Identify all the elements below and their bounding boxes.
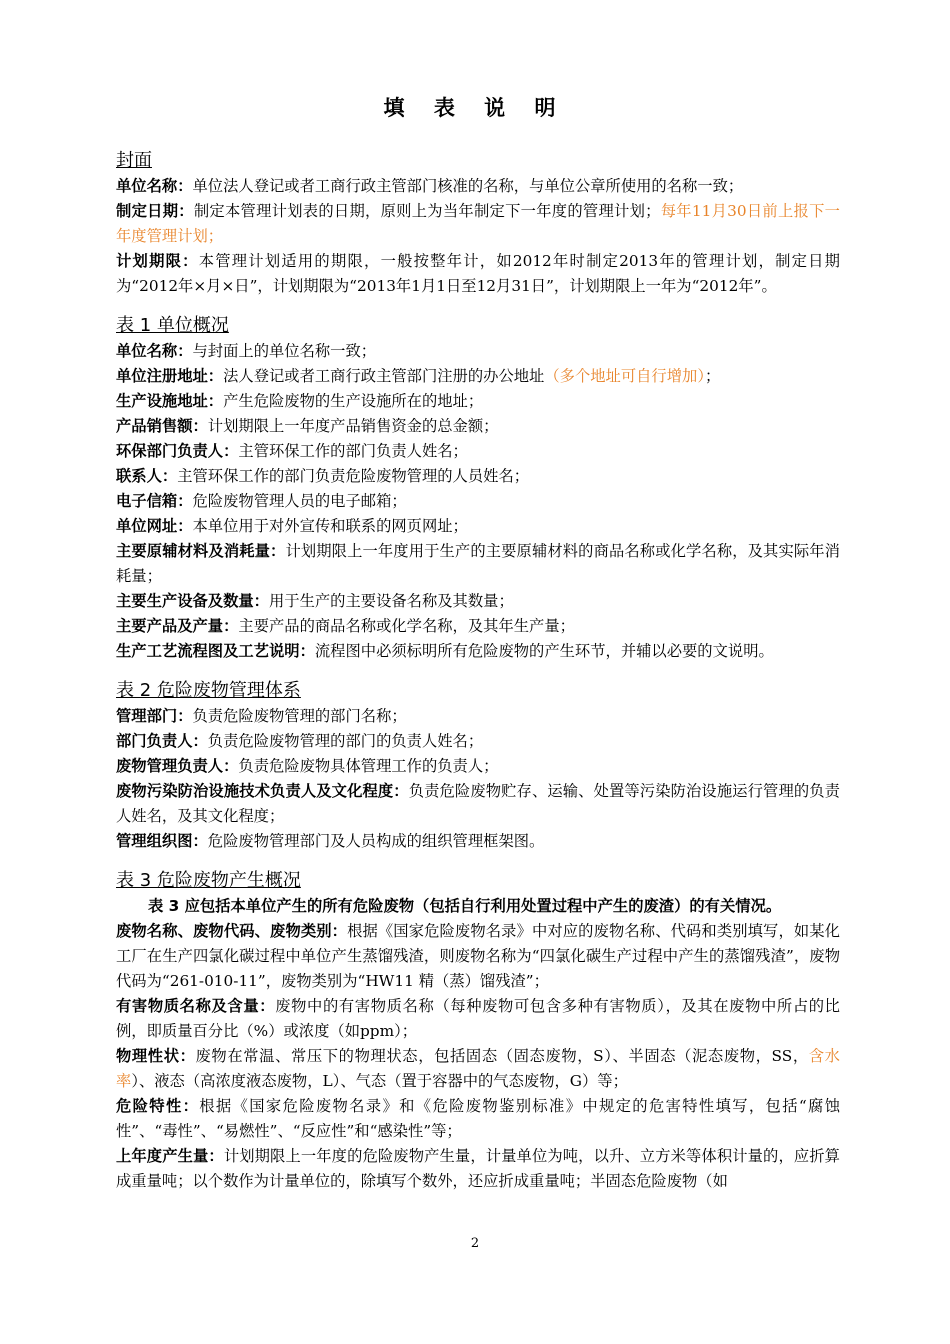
t1-item [116,464,840,489]
text: 主管环保工作的部门负责人姓名； [238,442,468,460]
label: 主要产品及产量： [116,617,239,635]
text: 负责危险废物管理的部门的负责人姓名； [207,732,484,750]
highlight-text: 每年11月30日前上报下一年度管理计划； [116,202,840,245]
label: 部门负责人： [116,732,208,750]
text-tail: ； [704,367,721,385]
text: 单位法人登记或者工商行政主管部门核准的名称，与单位公章所使用的名称一致； [192,177,744,195]
label: 电子信箱： [116,492,193,510]
label: 废物名称、废物代码、废物类别： [116,922,348,940]
t1-item [116,414,840,439]
text: 危险废物管理部门及人员构成的组织管理框架图。 [207,832,545,850]
t1-item [116,364,840,389]
text: 负责危险废物具体管理工作的负责人； [238,757,499,775]
t1-item [116,514,840,539]
text: 本单位用于对外宣传和联系的网页网址； [192,517,468,535]
t1-item [116,389,840,414]
label: 单位名称： [116,342,193,360]
text: 法人登记或者工商行政主管部门注册的办公地址 [223,367,545,385]
section-heading-table-1: 表 1 单位概况 [116,315,229,336]
label: 单位名称： [116,177,193,195]
label: 生产工艺流程图及工艺说明： [116,642,315,660]
t2-item [116,729,840,754]
text: 主管环保工作的部门负责危险废物管理的人员姓名； [177,467,530,485]
page-number: 2 [470,1236,480,1251]
label: 主要生产设备及数量： [116,592,269,610]
t3-intro: 表 3 应包括本单位产生的所有危险废物（包括自行利用处置过程中产生的废渣）的有关情况。 [148,897,782,915]
paragraph-unit-name [116,174,840,199]
text: 根据《国家危险废物名录》中对应的废物名称、代码和类别填写，如某化工厂在生产四氯化碳过程中单位产生蒸馏残渣，则废物名称为“四氯化碳生产过程中产生的蒸馏残渣”，废物代码为“261-010-11”，废物类别为“HW11 精（蒸）馏残渣”； [116,922,840,990]
label: 废物污染防治设施技术负责人及文化程度： [116,782,409,800]
label: 环保部门负责人： [116,442,239,460]
label: 废物管理负责人： [116,757,239,775]
label: 危险特性： [116,1097,200,1115]
page-content [116,148,840,1194]
label: 管理部门： [116,707,193,725]
text: 根据《国家危险废物名录》和《危险废物鉴别标准》中规定的危害特性填写，包括“腐蚀性”、“毒性”、“易燃性”、“反应性”和“感染性”等； [116,1097,840,1140]
t1-item [116,489,840,514]
t3-item [116,994,840,1044]
t1-item [116,639,840,664]
text: 产生危险废物的生产设施所在的地址； [223,392,484,410]
t1-item [116,439,840,464]
label: 有害物质名称及含量： [116,997,276,1015]
t1-item [116,589,840,614]
text: 与封面上的单位名称一致； [192,342,377,360]
section-heading-cover: 封面 [116,150,152,171]
text: 废物中的有害物质名称（每种废物可包含多种有害物质），及其在废物中所占的比例，即质量百分比（%）或浓度（如ppm）； [116,997,840,1040]
section-heading-table-3: 表 3 危险废物产生概况 [116,870,301,891]
text: 制定本管理计划表的日期，原则上为当年制定下一年度的管理计划； [193,202,661,220]
text: 用于生产的主要设备名称及其数量； [268,592,514,610]
label: 单位注册地址： [116,367,224,385]
text: 本管理计划适用的期限，一般按整年计，如2012年时制定2013年的管理计划，制定日期为“2012年×月×日”，计划期限为“2013年1月1日至12月31日”，计划期限上一年为“2012年”。 [116,252,840,295]
t3-item [116,919,840,994]
text: 流程图中必须标明所有危险废物的产生环节，并辅以必要的文说明。 [314,642,774,660]
label: 计划期限： [116,252,199,270]
t2-item [116,754,840,779]
text: 计划期限上一年度用于生产的主要原辅材料的商品名称或化学名称，及其实际年消耗量； [116,542,840,585]
label: 主要原辅材料及消耗量： [116,542,286,560]
text: 废物在常温、常压下的物理状态，包括固态（固态废物，S）、半固态（泥态废物，SS， [195,1047,809,1065]
text: 计划期限上一年度的危险废物产生量，计量单位为吨，以升、立方米等体积计量的，应折算成重量吨；以个数作为计量单位的，除填写个数外，还应折成重量吨；半固态危险废物（如 [116,1147,840,1190]
text-tail: ）、液态（高浓度液态废物，L）、气态（置于容器中的气态废物，G）等； [131,1072,628,1090]
t2-item [116,704,840,729]
t3-item [116,1144,840,1194]
paragraph-period [116,249,840,299]
t1-item [116,539,840,589]
t1-item [116,339,840,364]
label: 制定日期： [116,202,194,220]
text: 主要产品的商品名称或化学名称，及其年生产量； [238,617,575,635]
label: 产品销售额： [116,417,208,435]
text: 计划期限上一年度产品销售资金的总金额； [207,417,499,435]
t2-item [116,779,840,829]
t2-item [116,829,840,854]
label: 联系人： [116,467,178,485]
text: 负责危险废物贮存、运输、处置等污染防治设施运行管理的负责人姓名，及其文化程度； [116,782,840,825]
label: 上年度产生量： [116,1147,224,1165]
label: 管理组织图： [116,832,208,850]
page-title: 填 表 说 明 [383,96,567,120]
highlight-text: （多个地址可自行增加） [544,367,705,385]
text: 危险废物管理人员的电子邮箱； [192,492,407,510]
section-heading-table-2: 表 2 危险废物管理体系 [116,680,301,701]
t3-item [116,1094,840,1144]
t3-item [116,1044,840,1094]
paragraph-date [116,199,840,249]
highlight-text: 含水率 [116,1047,840,1090]
text: 负责危险废物管理的部门名称； [192,707,407,725]
label: 生产设施地址： [116,392,224,410]
label: 单位网址： [116,517,193,535]
label: 物理性状： [116,1047,196,1065]
t1-item [116,614,840,639]
